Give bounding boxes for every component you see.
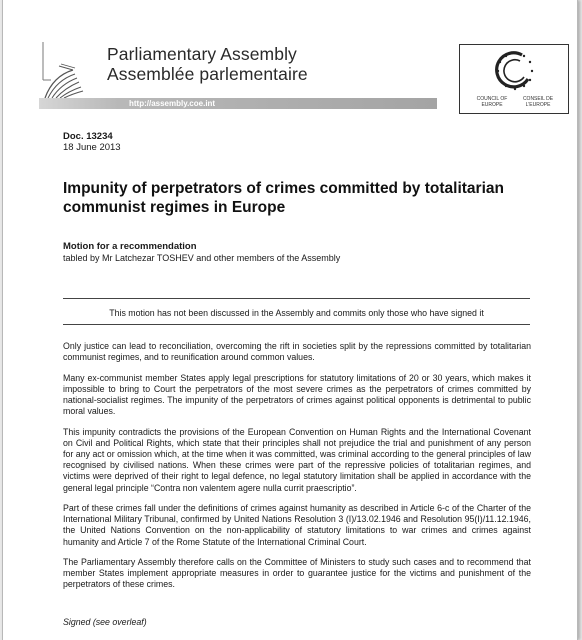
council-of-europe-logo — [459, 44, 569, 114]
assembly-url[interactable]: http://assembly.coe.int — [129, 99, 216, 108]
motion-body — [63, 341, 531, 600]
notice-rule-top — [63, 298, 530, 299]
paragraph: The Parliamentary Assembly therefore calls on the Committee of Ministers to study such cases and to recommend that member States implement appropriate measures in order to guarantee justice for the victims and punishment of the perpetrators of these crimes. — [63, 557, 531, 590]
notice-rule-bottom — [63, 324, 530, 325]
paragraph: Only justice can lead to reconciliation, overcoming the rift in societies split by the repressions committed by totalitarian communist regimes, and to reunification around common values. — [63, 341, 531, 363]
organisation-name — [107, 44, 308, 84]
url-bar — [39, 98, 437, 109]
org-name-fr: Assemblée parlementaire — [107, 64, 308, 84]
pace-logo-icon — [39, 40, 101, 100]
document-date: 18 June 2013 — [63, 142, 121, 153]
document-page — [2, 0, 578, 640]
coe-label-fr: CONSEIL DE L'EUROPE — [522, 96, 554, 108]
coe-label-en: COUNCIL OF EUROPE — [476, 96, 508, 108]
document-number: Doc. 13234 — [63, 131, 113, 142]
motion-heading: Motion for a recommendation — [63, 241, 197, 252]
org-name-en: Parliamentary Assembly — [107, 44, 297, 64]
council-of-europe-emblem-icon — [490, 49, 540, 95]
paragraph: Part of these crimes fall under the definitions of crimes against humanity as described in Article 6-c of the Charter of the International Military Tribunal, confirmed by United Nations Resolution 3 (I)/13.02.1946 and Resolution 95(I)/11.12.1946, the United Nations Convention on the non-applicability of statutory limitations to war crimes and crimes against humanity and Article 7 of the Rome Statute of the International Criminal Court. — [63, 503, 531, 547]
tabled-by: tabled by Mr Latchezar TOSHEV and other members of the Assembly — [63, 253, 341, 263]
paragraph: This impunity contradicts the provisions of the European Convention on Human Rights and the International Covenant on Civil and Political Rights, which state that their principles shall not prejudice the trial and punishment of any person for any act or omission which, at the time when it was committed, was criminal according to the general principles of law recognised by civilised nations. When these crimes were part of the repressive policies of totalitarian regimes, and victims were deprived of their right to legal defence, no legal statutory limitation shall be applied in accordance with the general legal principle “Contra non valentem agere nulla currit praescriptio”. — [63, 426, 531, 493]
paragraph: Many ex-communist member States apply legal prescriptions for statutory limitations of 20 or 30 years, which makes it impossible to bring to Court the perpetrators of the most severe crimes as the perpetrators of crimes committed by national-socialist regimes. The impunity of the perpetrators of crimes against political opponents is detrimental to public moral values. — [63, 372, 531, 417]
document-title: Impunity of perpetrators of crimes committed by totalitarian communist regimes in Europe — [63, 180, 504, 216]
notice-text: This motion has not been discussed in the Assembly and commits only those who have signed it — [109, 308, 484, 318]
signed-note: Signed (see overleaf) — [63, 617, 147, 627]
